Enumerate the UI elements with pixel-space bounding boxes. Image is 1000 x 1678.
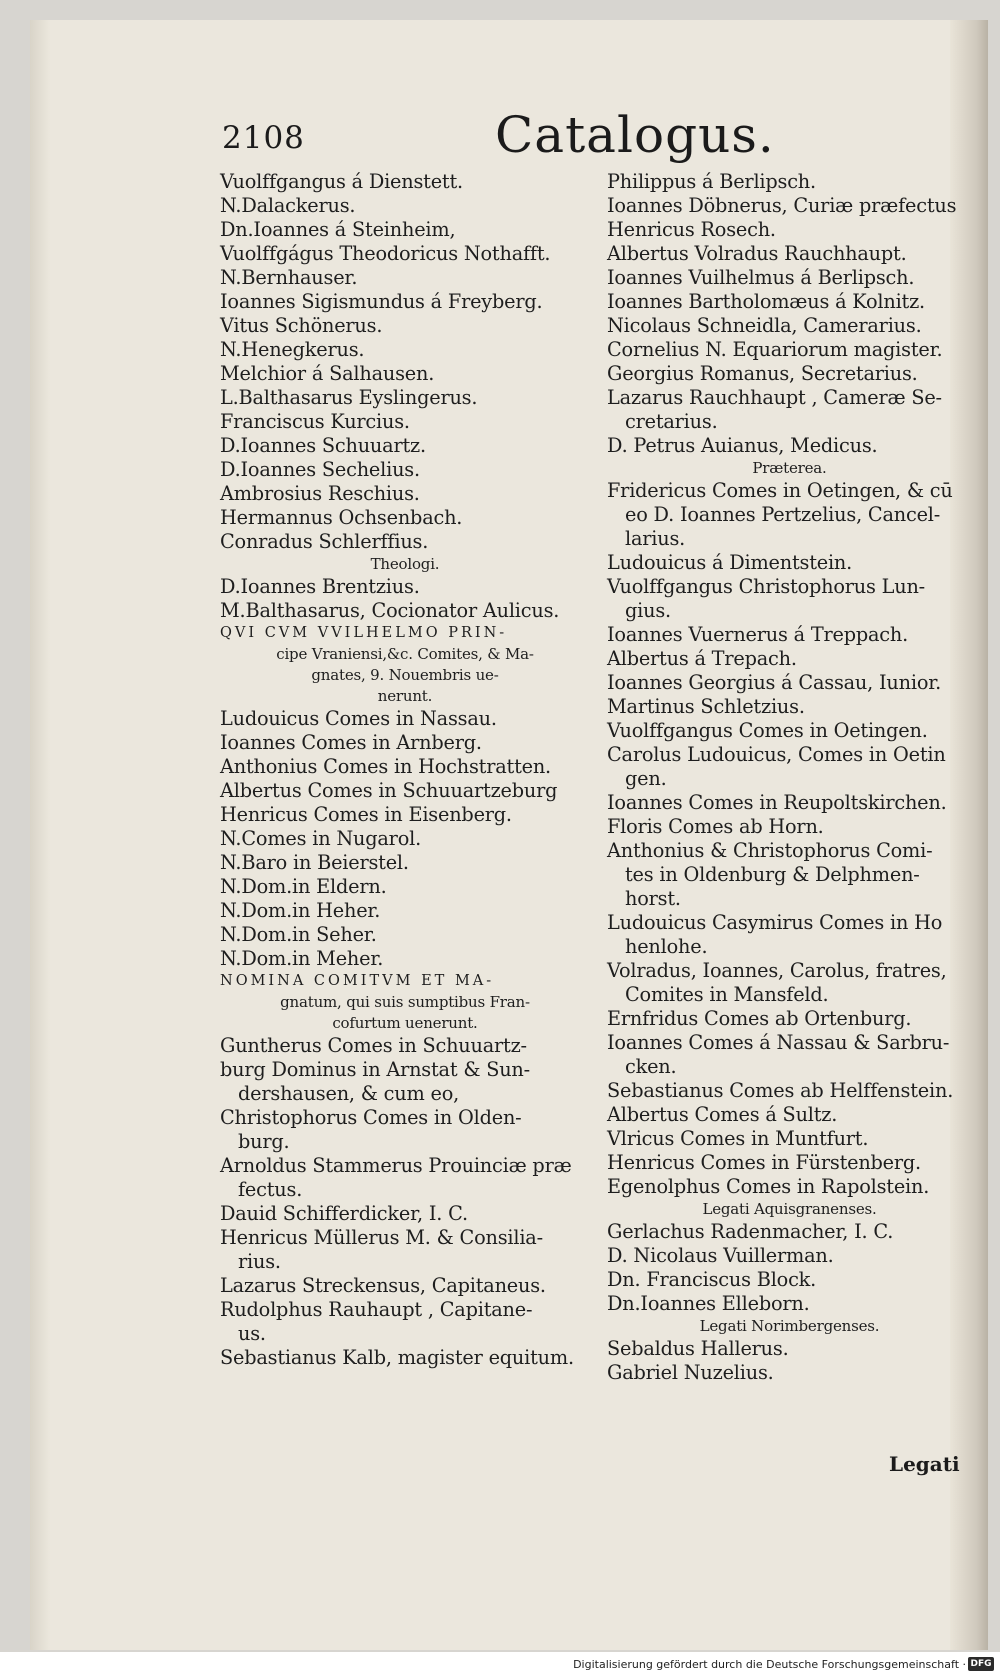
section-heading-cont: gnatum, qui suis sumptibus Fran- bbox=[280, 993, 530, 1011]
list-item: Sebaldus Hallerus. bbox=[607, 1337, 789, 1360]
list-item: burg Dominus in Arnstat & Sun- bbox=[220, 1058, 530, 1081]
list-item-cont: burg. bbox=[238, 1130, 290, 1153]
list-item: Vitus Schönerus. bbox=[220, 314, 383, 337]
list-item: Hermannus Ochsenbach. bbox=[220, 506, 463, 529]
section-subheading: Præterea. bbox=[752, 459, 827, 477]
list-item: Albertus Comes á Sultz. bbox=[607, 1103, 838, 1126]
list-item-cont: horst. bbox=[625, 887, 681, 910]
list-item: Ioannes Bartholomæus á Kolnitz. bbox=[607, 290, 925, 313]
section-heading-cont: nerunt. bbox=[377, 687, 433, 705]
list-item: D.Ioannes Schuuartz. bbox=[220, 434, 426, 457]
page-number: 2108 bbox=[222, 120, 305, 156]
list-item: Vlricus Comes in Muntfurt. bbox=[607, 1127, 869, 1150]
list-item: Ioannes Comes in Reupoltskirchen. bbox=[607, 791, 947, 814]
list-item: Rudolphus Rauhaupt , Capitane- bbox=[220, 1298, 533, 1321]
list-item-cont: cretarius. bbox=[625, 410, 718, 433]
list-item: Anthonius Comes in Hochstratten. bbox=[220, 755, 551, 778]
list-item: Floris Comes ab Horn. bbox=[607, 815, 824, 838]
list-item: Georgius Romanus, Secretarius. bbox=[607, 362, 918, 385]
list-item: D. Nicolaus Vuillerman. bbox=[607, 1244, 834, 1267]
list-item: Henricus Comes in Eisenberg. bbox=[220, 803, 512, 826]
list-item: Christophorus Comes in Olden- bbox=[220, 1106, 522, 1129]
list-item: Ludouicus Casymirus Comes in Ho bbox=[607, 911, 943, 934]
list-item: Fridericus Comes in Oetingen, & cū bbox=[607, 479, 953, 502]
list-item: Henricus Comes in Fürstenberg. bbox=[607, 1151, 921, 1174]
list-item-cont: us. bbox=[238, 1322, 266, 1345]
list-item-cont: gius. bbox=[625, 599, 671, 622]
section-subheading: Theologi. bbox=[370, 555, 440, 573]
list-item: Dauid Schifferdicker, I. C. bbox=[220, 1202, 468, 1225]
list-item: Gerlachus Radenmacher, I. C. bbox=[607, 1220, 894, 1243]
list-item-cont: larius. bbox=[625, 527, 686, 550]
list-item-cont: rius. bbox=[238, 1250, 281, 1273]
list-item-cont: henlohe. bbox=[625, 935, 708, 958]
list-item: Carolus Ludouicus, Comes in Oetin bbox=[607, 743, 946, 766]
list-item: D.Ioannes Brentzius. bbox=[220, 575, 420, 598]
list-item: Ioannes Vuernerus á Treppach. bbox=[607, 623, 909, 646]
list-item: Nicolaus Schneidla, Camerarius. bbox=[607, 314, 922, 337]
list-item-cont: tes in Oldenburg & Delphmen- bbox=[625, 863, 920, 886]
list-item: N.Dom.in Heher. bbox=[220, 899, 381, 922]
list-item: N.Comes in Nugarol. bbox=[220, 827, 422, 850]
list-item: Melchior á Salhausen. bbox=[220, 362, 435, 385]
list-item: Philippus á Berlipsch. bbox=[607, 170, 816, 193]
catchword: Legati bbox=[889, 1452, 960, 1476]
list-item: Lazarus Streckensus, Capitaneus. bbox=[220, 1274, 546, 1297]
list-item: Ludouicus á Dimentstein. bbox=[607, 551, 853, 574]
list-item: M.Balthasarus, Cocionator Aulicus. bbox=[220, 599, 560, 622]
list-item: Henricus Müllerus M. & Consilia- bbox=[220, 1226, 543, 1249]
list-item: Ioannes Comes in Arnberg. bbox=[220, 731, 482, 754]
right-column bbox=[607, 170, 972, 1385]
list-item: Albertus Volradus Rauchhaupt. bbox=[607, 242, 907, 265]
list-item: Vuolffgangus á Dienstett. bbox=[220, 170, 463, 193]
list-item: Guntherus Comes in Schuuartz- bbox=[220, 1034, 527, 1057]
list-item-cont: gen. bbox=[625, 767, 667, 790]
list-item: Ernfridus Comes ab Ortenburg. bbox=[607, 1007, 912, 1030]
section-heading-cont: cipe Vraniensi,&c. Comites, & Ma- bbox=[276, 645, 534, 663]
list-item: Vuolffgágus Theodoricus Nothafft. bbox=[220, 242, 551, 265]
list-item-cont: fectus. bbox=[238, 1178, 303, 1201]
list-item: Ludouicus Comes in Nassau. bbox=[220, 707, 497, 730]
list-item: Dn.Ioannes Elleborn. bbox=[607, 1292, 810, 1315]
list-item: N.Bernhauser. bbox=[220, 266, 358, 289]
page-left-edge bbox=[30, 20, 50, 1650]
list-item: Ioannes Sigismundus á Freyberg. bbox=[220, 290, 543, 313]
list-item-cont: eo D. Ioannes Pertzelius, Cancel- bbox=[625, 503, 941, 526]
list-item: Cornelius N. Equariorum magister. bbox=[607, 338, 943, 361]
list-item: L.Balthasarus Eyslingerus. bbox=[220, 386, 478, 409]
footer-credit: Digitalisierung gefördert durch die Deutsche Forschungsgemeinschaft · bbox=[573, 1658, 966, 1671]
list-item: Volradus, Ioannes, Carolus, fratres, bbox=[607, 959, 947, 982]
section-heading-cont: cofurtum uenerunt. bbox=[332, 1014, 478, 1032]
left-column bbox=[220, 170, 590, 1370]
dfg-logo-icon: DFG bbox=[968, 1657, 994, 1671]
list-item: N.Dalackerus. bbox=[220, 194, 356, 217]
list-item: Gabriel Nuzelius. bbox=[607, 1361, 774, 1384]
list-item: Egenolphus Comes in Rapolstein. bbox=[607, 1175, 930, 1198]
list-item: N.Dom.in Eldern. bbox=[220, 875, 387, 898]
list-item: Conradus Schlerffius. bbox=[220, 530, 429, 553]
list-item: Anthonius & Christophorus Comi- bbox=[607, 839, 933, 862]
list-item: Franciscus Kurcius. bbox=[220, 410, 410, 433]
list-item: N.Dom.in Seher. bbox=[220, 923, 377, 946]
list-item-cont: dershausen, & cum eo, bbox=[238, 1082, 460, 1105]
list-item: Vuolffgangus Comes in Oetingen. bbox=[607, 719, 928, 742]
section-subheading: Legati Aquisgranenses. bbox=[702, 1200, 877, 1218]
list-item: Ioannes Comes á Nassau & Sarbru- bbox=[607, 1031, 950, 1054]
section-subheading: Legati Norimbergenses. bbox=[699, 1317, 880, 1335]
list-item: Dn.Ioannes á Steinheim, bbox=[220, 218, 456, 241]
list-item: Ioannes Vuilhelmus á Berlipsch. bbox=[607, 266, 915, 289]
list-item: N.Baro in Beierstel. bbox=[220, 851, 409, 874]
list-item: Henricus Rosech. bbox=[607, 218, 776, 241]
list-item: N.Henegkerus. bbox=[220, 338, 365, 361]
list-item: Vuolffgangus Christophorus Lun- bbox=[607, 575, 925, 598]
list-item: N.Dom.in Meher. bbox=[220, 947, 384, 970]
digitization-footer bbox=[0, 1652, 1000, 1678]
list-item-cont: cken. bbox=[625, 1055, 677, 1078]
list-item: Ioannes Döbnerus, Curiæ præfectus bbox=[607, 194, 957, 217]
list-item: Sebastianus Comes ab Helffenstein. bbox=[607, 1079, 954, 1102]
list-item: Dn. Franciscus Block. bbox=[607, 1268, 817, 1291]
list-item: Ioannes Georgius á Cassau, Iunior. bbox=[607, 671, 942, 694]
list-item: Lazarus Rauchhaupt , Cameræ Se- bbox=[607, 386, 942, 409]
running-title: Catalogus. bbox=[495, 106, 775, 164]
list-item: D.Ioannes Sechelius. bbox=[220, 458, 420, 481]
list-item: Albertus Comes in Schuuartzeburg bbox=[220, 779, 558, 802]
list-item: Martinus Schletzius. bbox=[607, 695, 805, 718]
section-heading: QVI CVM VVILHELMO PRIN- bbox=[220, 625, 508, 641]
list-item: D. Petrus Auianus, Medicus. bbox=[607, 434, 878, 457]
list-item-cont: Comites in Mansfeld. bbox=[625, 983, 829, 1006]
list-item: Albertus á Trepach. bbox=[607, 647, 797, 670]
list-item: Sebastianus Kalb, magister equitum. bbox=[220, 1346, 574, 1369]
list-item: Arnoldus Stammerus Prouinciæ præ bbox=[220, 1154, 572, 1177]
section-heading: NOMINA COMITVM ET MA- bbox=[220, 973, 495, 989]
section-heading-cont: gnates, 9. Nouembris ue- bbox=[311, 666, 499, 684]
list-item: Ambrosius Reschius. bbox=[220, 482, 420, 505]
